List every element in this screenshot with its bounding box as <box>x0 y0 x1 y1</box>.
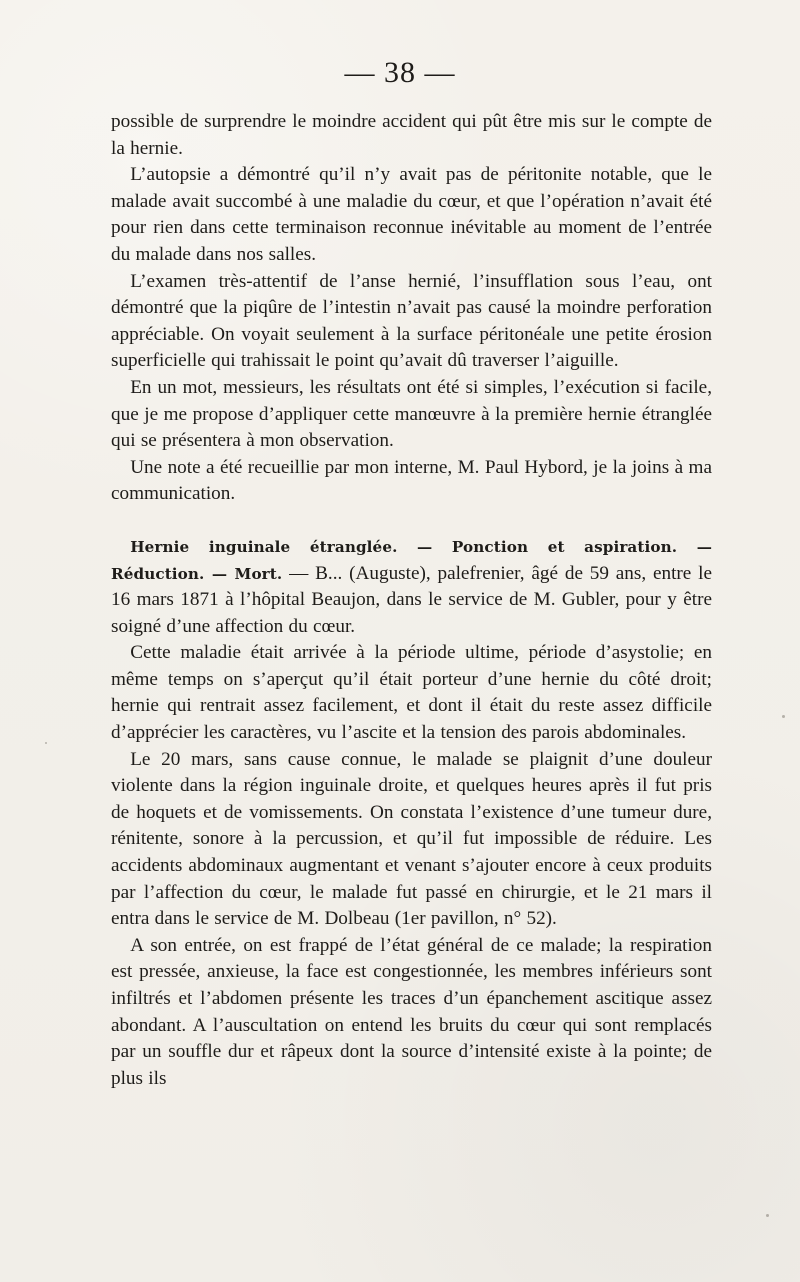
case-title: Hernie inguinale étranglée. — Ponction et aspiration. — Réduction. — Mort. <box>111 537 712 583</box>
paper-speck <box>45 742 47 744</box>
paragraph-4: En un mot, messieurs, les résultats ont été si simples, l’exécution si facile, que je me propose d’appliquer cette manœuvre à la première hernie étranglée qui se présentera à mon observation. <box>111 376 712 452</box>
case-paragraph-4: A son entrée, on est frappé de l’état général de ce malade; la respiration est pressée, anxieuse, la face est congestionnée, les membres inférieurs sont infiltrés et l’abdomen présente les traces d’un épanchement ascitique assez abondant. A l’auscultation on entend les bruits du cœur qui sont remplacés par un souffle dur et râpeux dont la source d’intensité existe à la pointe; de plus ils <box>111 934 712 1089</box>
page-content <box>111 109 712 1092</box>
section-gap <box>111 508 712 534</box>
paragraph-5: Une note a été recueillie par mon interne, M. Paul Hybord, je la joins à ma communication. <box>111 456 712 505</box>
case-intro: — B... (Auguste), palefrenier, âgé de 59 ans, entre le 16 mars 1871 à l’hôpital Beaujon, dans le service de M. Gubler, pour y être soigné d’une affection du cœur. <box>111 562 712 637</box>
paragraph-2: L’autopsie a démontré qu’il n’y avait pas de péritonite notable, que le malade avait succombé à une maladie du cœur, et que l’opération n’avait été pour rien dans cette terminaison reconnue inévitable au moment de l’entrée du malade dans nos salles. <box>111 164 712 265</box>
case-paragraph-3: Le 20 mars, sans cause connue, le malade se plaignit d’une douleur violente dans la région inguinale droite, et quelques heures après il fut pris de hoquets et de vomissements. On constata l’existence d’une tumeur dure, rénitente, sonore à la percussion, et qu’il fut impossible de réduire. Les accidents abdominaux augmentant et venant s’ajouter encore à ceux produits par l’affection du cœur, le malade fut passé en chirurgie, et le 21 mars il entra dans le service de M. Dolbeau (1er pavillon, n° 52). <box>111 748 712 930</box>
case-paragraph-2: Cette maladie était arrivée à la période ultime, période d’asystolie; en même temps on s’aperçut qu’il était porteur d’une hernie du côté droit; hernie qui rentrait assez facilement, et dont il était du reste assez difficile d’apprécier les caractères, vu l’ascite et la tension des parois abdominales. <box>111 642 712 744</box>
paragraph-3: L’examen très-attentif de l’anse hernié, l’insufflation sous l’eau, ont démontré que la piqûre de l’intestin n’avait pas causé la moindre perforation appréciable. On voyait seulement à la surface péritonéale une petite érosion superficielle qui trahissait le point qu’avait dû traverser l’aiguille. <box>111 270 712 372</box>
paper-speck <box>766 1214 769 1217</box>
case-paragraph-1 <box>111 534 712 640</box>
paper-speck <box>782 715 785 718</box>
page-header: — 38 — <box>344 56 456 89</box>
paragraph-1: possible de surprendre le moindre accident qui pût être mis sur le compte de la hernie. <box>111 111 712 159</box>
